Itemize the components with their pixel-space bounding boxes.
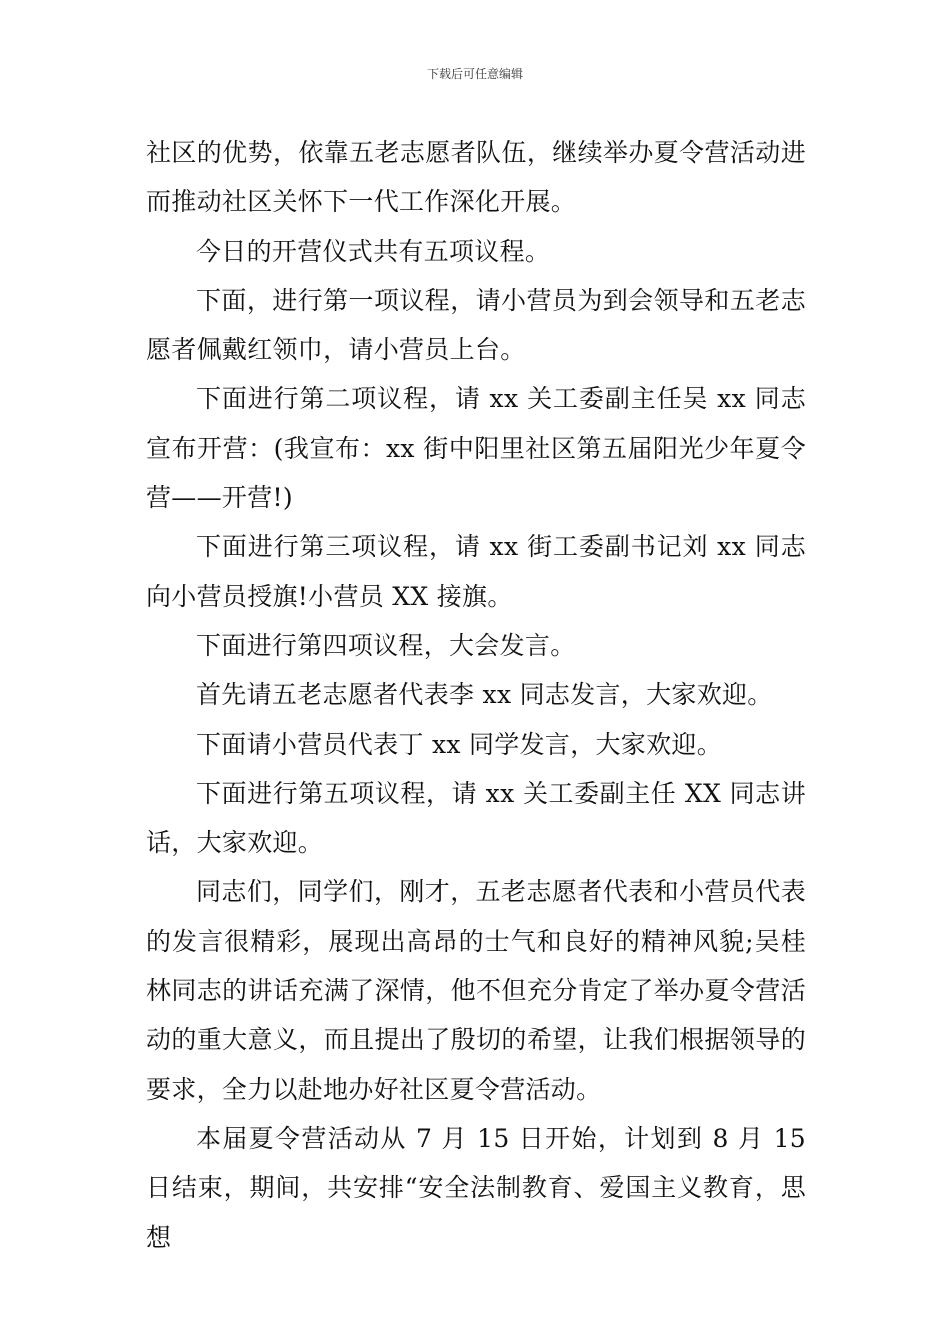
paragraph: 下面，进行第一项议程，请小营员为到会领导和五老志愿者佩戴红领巾，请小营员上台。 [146, 285, 806, 365]
paragraph: 下面进行第五项议程，请 xx 关工委副主任 XX 同志讲话，大家欢迎。 [146, 778, 806, 858]
document-body [146, 128, 806, 1262]
paragraph: 同志们，同学们，刚才，五老志愿者代表和小营员代表的发言很精彩，展现出高昂的士气和良好的精神风貌;吴桂林同志的讲话充满了深情，他不但充分肯定了举办夏令营活动的重大意义，而且提出了殷切的希望，让我们根据领导的要求，全力以赴地办好社区夏令营活动。 [146, 877, 806, 1104]
paragraph: 下面进行第二项议程，请 xx 关工委副主任吴 xx 同志宣布开营：(我宣布：xx 街中阳里社区第五届阳光少年夏令营——开营!) [146, 384, 806, 513]
paragraph: 社区的优势，依靠五老志愿者队伍，继续举办夏令营活动进而推动社区关怀下一代工作深化开展。 [146, 138, 806, 217]
paragraph: 本届夏令营活动从 7 月 15 日开始，计划到 8 月 15 日结束，期间，共安排“安全法制教育、爱国主义教育，思想 [146, 1123, 806, 1252]
paragraph: 首先请五老志愿者代表李 xx 同志发言，大家欢迎。 [196, 680, 773, 710]
page-header: 下载后可任意编辑 [426, 67, 523, 81]
paragraph: 今日的开营仪式共有五项议程。 [196, 236, 551, 266]
paragraph: 下面进行第四项议程，大会发言。 [196, 630, 576, 660]
paragraph: 下面请小营员代表丁 xx 同学发言，大家欢迎。 [196, 729, 722, 759]
paragraph: 下面进行第三项议程，请 xx 街工委副书记刘 xx 同志向小营员授旗!小营员 XX 接旗。 [146, 532, 806, 611]
